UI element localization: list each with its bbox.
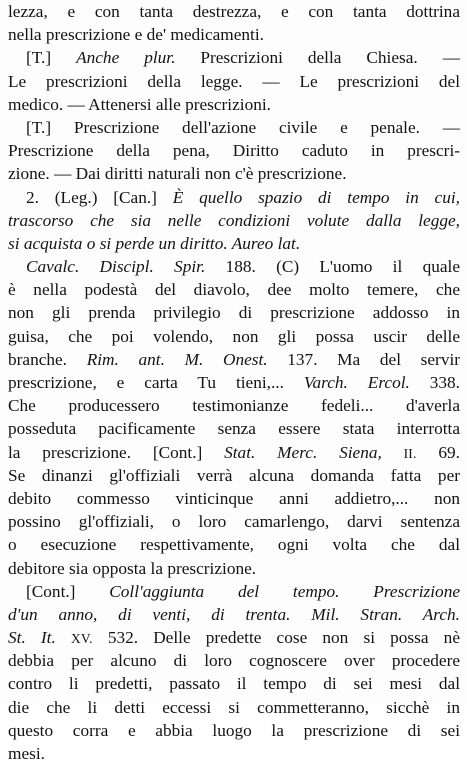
text-segment: è nella podestà del diavolo, dee molto temere, che	[8, 280, 460, 300]
text-segment: 188. (C) L'uomo il quale	[205, 257, 460, 277]
text-segment: medico. — Attenersi alle prescrizioni.	[8, 94, 271, 114]
text-line	[8, 278, 460, 301]
text-segment: 2. (Leg.) [Can.]	[26, 187, 173, 207]
text-segment: nella prescrizione e de' medicamenti.	[8, 25, 264, 45]
text-segment: contro li predetti, passato il tempo di sei mesi dal	[8, 674, 460, 694]
text-segment: prescrizione, e carta Tu tieni,...	[8, 373, 304, 392]
text-segment: zione. — Dai diritti naturali non c'è prescrizione.	[8, 164, 347, 184]
text-segment: non gli prenda privilegio di prescrizione addosso in	[8, 303, 460, 323]
text-line	[8, 70, 460, 93]
text-line	[8, 255, 460, 278]
italic-text-segment: Varch. Ercol.	[303, 373, 410, 392]
italic-text-segment: d'un anno, di venti, di trenta. Mil. Stran. Arch.	[8, 604, 460, 624]
text-segment: Prescrizione della pena, Diritto caduto in prescri-	[8, 141, 460, 161]
text-line	[8, 0, 460, 23]
text-line	[8, 557, 460, 580]
text-line	[8, 162, 460, 185]
text-segment	[382, 443, 404, 462]
text-line	[8, 510, 460, 533]
text-line	[8, 464, 460, 487]
text-segment: II.	[403, 445, 417, 461]
italic-text-segment: St. It.	[8, 628, 56, 648]
text-segment: 137. Ma del servir	[267, 349, 461, 369]
text-line	[8, 301, 460, 324]
text-segment: 338.	[409, 373, 461, 392]
text-line	[8, 441, 460, 464]
text-segment: debbia per alcuno di loro cognoscere over procedere	[8, 651, 460, 671]
text-segment: guisa, che poi volendo, non gli possa uscir delle	[8, 326, 460, 346]
italic-text-segment: Anche plur.	[76, 48, 176, 68]
text-segment	[56, 628, 71, 647]
text-segment: [T.] Prescrizione dell'azione civile e penale. —	[26, 117, 460, 137]
italic-text-segment: Cavalc. Discipl. Spir.	[26, 257, 206, 277]
text-line	[8, 46, 460, 69]
text-segment: Che producessero testimonianze fedeli... d'averla	[8, 396, 460, 416]
italic-text-segment: trascorso che sia nelle condizioni volute dalla legge,	[8, 210, 460, 230]
text-line	[8, 626, 460, 649]
text-segment: lezza, e con tanta destrezza, e con tanta dottrina	[8, 2, 460, 21]
text-line	[8, 232, 460, 255]
text-line	[8, 394, 460, 417]
text-segment: [T.]	[26, 48, 77, 68]
italic-text-segment: Rim. ant. M. Onest.	[86, 349, 268, 369]
italic-text-segment: si acquista o si perde un diritto. Aureo lat.	[8, 233, 301, 253]
text-segment: debitore sia opposta la prescrizione.	[8, 558, 257, 578]
text-line	[8, 93, 460, 116]
text-segment: debito commesso vinticinque anni addietro,... non	[8, 488, 460, 508]
text-line	[8, 696, 460, 719]
text-line	[8, 325, 460, 348]
text-line	[8, 719, 460, 742]
text-line	[8, 580, 460, 603]
text-segment: 532. Delle predette cose non si possa nè	[92, 628, 460, 648]
text-line	[8, 649, 460, 672]
text-segment: possino gl'offiziali, o loro camarlengo, darvi sentenza	[8, 512, 460, 532]
italic-text-segment: Stat. Merc. Siena,	[224, 442, 382, 462]
text-segment: [Cont.]	[26, 581, 110, 601]
text-segment: o esecuzione respettivamente, ogni volta che dal	[8, 535, 460, 555]
text-line	[8, 533, 460, 556]
text-segment: questo corra e abbia luogo la prescrizione di sei	[8, 720, 460, 740]
text-line	[8, 603, 460, 626]
text-segment: branche.	[8, 349, 87, 369]
text-line	[8, 186, 460, 209]
italic-text-segment: Coll'aggiunta del tempo. Prescrizione	[109, 581, 461, 601]
italic-text-segment: È quello spazio di tempo in cui,	[172, 187, 460, 207]
text-line	[8, 209, 460, 232]
text-segment: die che li detti eccessi si commetteranno, sicchè in	[8, 697, 460, 717]
text-line	[8, 672, 460, 695]
text-line	[8, 348, 460, 371]
text-line	[8, 417, 460, 440]
text-segment: 69.	[416, 442, 460, 462]
text-segment: XV.	[70, 631, 93, 647]
text-segment: mesi.	[8, 744, 45, 763]
text-line	[8, 742, 460, 765]
text-segment: Le prescrizioni della legge. — Le prescrizioni del	[8, 71, 460, 91]
text-line	[8, 139, 460, 162]
text-line	[8, 116, 460, 139]
text-line	[8, 371, 460, 394]
text-line	[8, 23, 460, 46]
text-segment: Se dinanzi gl'offiziali verrà alcuna domanda fatta per	[8, 465, 460, 485]
text-segment: la prescrizione. [Cont.]	[8, 442, 225, 462]
dictionary-entry-text	[8, 0, 460, 765]
text-segment: posseduta pacificamente senza essere stata interrotta	[8, 419, 460, 439]
text-segment: Prescrizioni della Chiesa. —	[175, 48, 460, 68]
text-line	[8, 487, 460, 510]
